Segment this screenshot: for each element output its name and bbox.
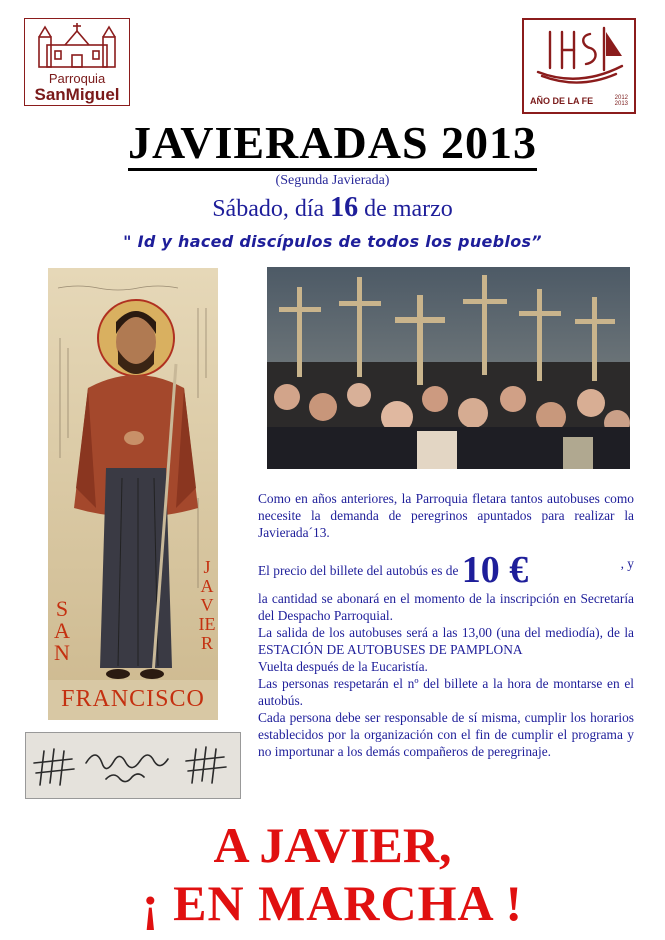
detail-ticket: Las personas respetarán el nº del billete a la hora de montarse en el autobús. [258, 676, 634, 708]
detail-responsibility: Cada persona debe ser responsable de sí misma, cumplir los horarios establecidos por la organización con el fin de cumplir el programa y no importunar a los demás compañeros de peregrinaje. [258, 710, 634, 759]
event-date: Sábado, día 16 de marzo [212, 192, 453, 223]
painting-label-left: SAN [54, 596, 70, 665]
signature-image [25, 732, 241, 799]
saint-figure-image [48, 268, 218, 720]
church-icon [25, 19, 129, 71]
paragraph-details [258, 590, 634, 760]
detail-return: Vuelta después de la Eucaristía. [258, 659, 428, 674]
parish-logo-line1: Parroquia [48, 71, 106, 86]
saint-painting [48, 268, 218, 720]
paragraph-intro: Como en años anteriores, la Parroquia fletara tantos autobuses como necesite la demanda de peregrinos apuntados para realizar la Javierada´13. [258, 491, 634, 540]
detail-payment: la cantidad se abonará en el momento de la inscripción en Secretaría del Despacho Parroquial. [258, 591, 634, 623]
page-title: JAVIERADAS 2013 [0, 116, 665, 169]
handwritten-signature [26, 733, 240, 798]
event-day: 16 [330, 192, 359, 223]
year-of-faith-years: 2012 2013 [614, 95, 628, 107]
footer-line2: ¡ EN MARCHA ! [141, 875, 524, 931]
price-line: El precio del billete del autobús es de 10 € , y [258, 549, 634, 591]
parish-logo-line2: SanMiguel [34, 85, 120, 104]
year-of-faith-caption: AÑO DE LA FE [530, 96, 594, 106]
pilgrims-photo [267, 267, 630, 469]
painting-label-right: JAVIER [198, 557, 216, 653]
ihs-boat-icon [524, 20, 634, 90]
year-of-faith-logo [522, 18, 636, 114]
detail-departure: La salida de los autobuses será a las 13,00 (una del mediodía), de la ESTACIÓN DE AUTOBUSES DE PAMPLONA [258, 625, 634, 657]
price-value: 10 € [461, 549, 529, 591]
subtitle: (Segunda Javierada) [275, 173, 390, 188]
painting-label-bottom: FRANCISCO [61, 686, 205, 712]
footer-line1: A JAVIER, [213, 817, 452, 873]
crowd-with-crosses-image [267, 267, 630, 469]
parish-logo [24, 18, 130, 106]
motto-quote: " Id y haced discípulos de todos los pueblos” [123, 232, 542, 251]
